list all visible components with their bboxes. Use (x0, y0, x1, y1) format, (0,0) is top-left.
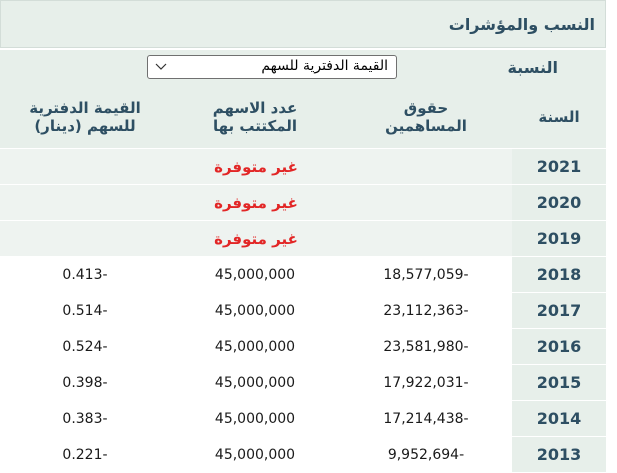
book-value-cell: -0.398 (0, 365, 170, 401)
book-value-cell: -0.383 (0, 401, 170, 437)
shares-cell: 45,000,000 (170, 365, 340, 401)
shares-cell: 45,000,000 (170, 293, 340, 329)
table-row (0, 221, 606, 257)
book-value-cell: -0.413 (0, 257, 170, 293)
col-header-shares: عدد الاسهم المكتتب بها (170, 86, 340, 149)
year-cell: 2017 (512, 293, 606, 329)
table-body (0, 149, 606, 473)
table-row (0, 257, 606, 293)
year-cell: 2016 (512, 329, 606, 365)
table-row (0, 329, 606, 365)
equity-cell: -17,922,031 (340, 365, 512, 401)
section-title: النسب والمؤشرات (448, 14, 595, 34)
shares-cell: 45,000,000 (170, 437, 340, 473)
shares-cell: 45,000,000 (170, 401, 340, 437)
unavailable-cell: غير متوفرة (0, 221, 512, 257)
ratio-selector-bar (0, 50, 606, 86)
col-header-book-value: القيمة الدفترية للسهم (دينار) (0, 86, 170, 149)
scroll-gutter (606, 0, 617, 453)
unavailable-cell: غير متوفرة (0, 185, 512, 221)
unavailable-cell: غير متوفرة (0, 149, 512, 185)
year-cell: 2020 (512, 185, 606, 221)
ratio-dropdown[interactable] (147, 55, 397, 79)
book-value-cell: -0.524 (0, 329, 170, 365)
shares-cell: 45,000,000 (170, 257, 340, 293)
book-value-cell: -0.514 (0, 293, 170, 329)
shares-cell: 45,000,000 (170, 329, 340, 365)
col-header-year: السنة (512, 86, 606, 149)
table-row (0, 437, 606, 473)
ratio-label: النسبة (507, 58, 558, 77)
equity-cell: -17,214,438 (340, 401, 512, 437)
table-row (0, 401, 606, 437)
table-row (0, 185, 606, 221)
equity-cell: -18,577,059 (340, 257, 512, 293)
equity-cell: -9,952,694 (340, 437, 512, 473)
chevron-down-icon (154, 59, 168, 73)
table-row (0, 293, 606, 329)
year-cell: 2013 (512, 437, 606, 473)
table-row (0, 149, 606, 185)
book-value-cell: -0.221 (0, 437, 170, 473)
ratio-dropdown-value: القيمة الدفترية للسهم (261, 58, 388, 74)
equity-cell: -23,581,980 (340, 329, 512, 365)
equity-cell: -23,112,363 (340, 293, 512, 329)
year-cell: 2018 (512, 257, 606, 293)
table-row (0, 365, 606, 401)
year-cell: 2015 (512, 365, 606, 401)
ratios-table (0, 86, 606, 473)
table-header-row (0, 86, 606, 149)
year-cell: 2021 (512, 149, 606, 185)
section-header (0, 0, 606, 48)
col-header-equity: حقوق المساهمين (340, 86, 512, 149)
year-cell: 2014 (512, 401, 606, 437)
year-cell: 2019 (512, 221, 606, 257)
